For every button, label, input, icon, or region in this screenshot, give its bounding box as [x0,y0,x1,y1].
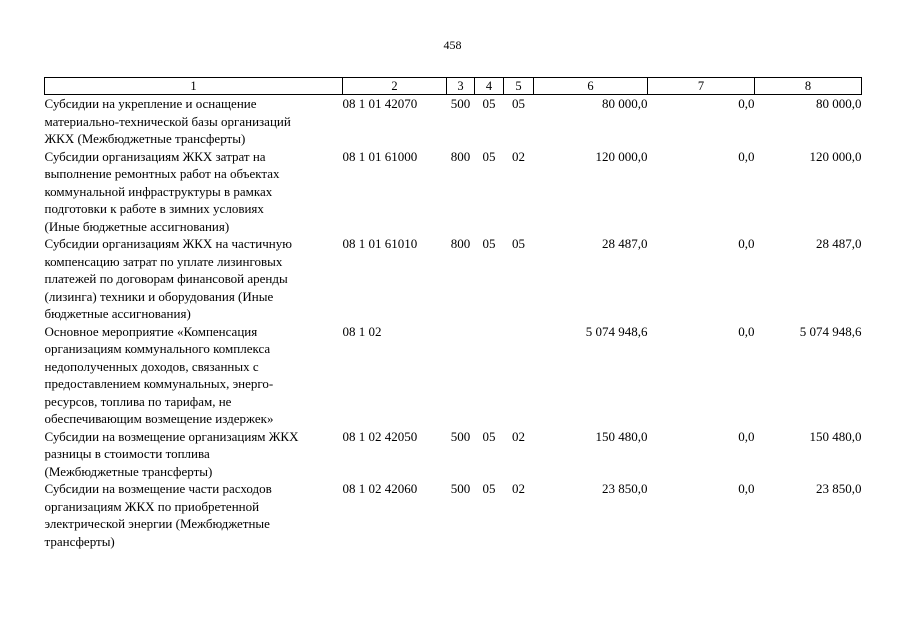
row-col-8: 5 074 948,6 [799,323,862,339]
row-name-line: материально-технической базы организаций [44,113,291,129]
row-name-line: (Иные бюджетные ассигнования) [44,218,230,234]
header-row [45,78,862,95]
row-name [45,148,343,236]
row-col-7: 0,0 [738,323,755,339]
row-name-line: коммунальной инфраструктуры в рамках [44,183,273,199]
row-col-5: 05 [512,96,525,111]
row-code: 08 1 01 42070 [342,96,418,111]
row-col-6: 23 850,0 [602,481,648,496]
header-col-2: 2 [343,78,447,95]
row-name-line: компенсацию затрат по уплате лизинговых [44,253,283,269]
row-name-line: организациям коммунального комплекса [44,341,271,356]
header-col-8: 8 [755,78,862,95]
row-col-3: 800 [450,236,471,251]
row-col-7: 0,0 [738,428,755,444]
header-col-3: 3 [447,78,475,95]
row-code: 08 1 02 42050 [342,428,418,444]
row-col-4 [475,323,504,428]
row-name-line: разницы в стоимости топлива [44,446,210,461]
table-row [45,323,862,428]
row-col-4: 05 [482,236,496,251]
row-col-5 [504,323,534,428]
row-name-line: ЖКХ (Межбюджетные трансферты) [44,131,246,146]
row-name-line: Субсидии на возмещение части расходов [44,481,272,496]
row-name-line: Субсидии организациям ЖКХ на частичную [44,236,292,251]
row-col-3 [447,323,475,428]
row-col-5: 05 [512,236,525,251]
row-col-6: 120 000,0 [595,148,648,164]
row-code: 08 1 02 42060 [342,481,418,496]
row-name-line: недополученных доходов, связанных с [44,358,259,374]
row-name-line: электрической энергии (Межбюджетные [44,516,270,531]
row-code: 08 1 01 61010 [342,236,418,251]
row-col-3: 500 [450,481,471,496]
row-col-7: 0,0 [738,96,755,111]
row-name [45,95,343,148]
row-name-line: предоставлением коммунальных, энерго- [44,376,274,391]
table-body [45,95,862,551]
row-col-8: 150 480,0 [809,428,862,444]
budget-table [44,77,862,550]
row-col-7: 0,0 [738,236,755,251]
row-code: 08 1 01 61000 [342,148,418,164]
row-name [45,480,343,550]
row-name-line: (Межбюджетные трансферты) [44,463,213,479]
row-name-line: Субсидии организациям ЖКХ затрат на [44,148,266,164]
row-col-8: 28 487,0 [816,236,862,251]
table-row [45,95,862,148]
row-name-line: обеспечивающим возмещение издержек» [44,411,274,426]
row-col-4: 05 [482,481,496,496]
row-name-line: (лизинга) техники и оборудования (Иные [44,288,274,304]
table-row [45,148,862,236]
row-col-6: 150 480,0 [595,428,648,444]
row-name-line: бюджетные ассигнования) [44,306,191,321]
row-col-6: 28 487,0 [602,236,648,251]
row-col-4: 05 [482,96,496,111]
row-col-3: 800 [450,148,471,164]
row-col-5: 02 [512,481,525,496]
row-name-line: выполнение ремонтных работ на объектах [44,166,280,181]
table-row [45,428,862,481]
row-name-line: подготовки к работе в зимних условиях [44,201,264,216]
row-col-3: 500 [450,96,471,111]
row-col-7: 0,0 [738,148,755,164]
row-name-line: организациям ЖКХ по приобретенной [44,498,260,514]
header-col-7: 7 [648,78,755,95]
row-col-5: 02 [512,148,525,164]
row-name-line: платежей по договорам финансовой аренды [44,271,288,286]
row-col-6: 80 000,0 [602,96,648,111]
row-col-3: 500 [450,428,471,444]
row-name [45,323,343,428]
header-col-4: 4 [475,78,504,95]
header-col-5: 5 [504,78,534,95]
row-name [45,235,343,323]
row-code: 08 1 02 [342,323,382,339]
row-col-6: 5 074 948,6 [585,323,648,339]
header-col-1: 1 [45,78,343,95]
row-col-8: 80 000,0 [816,96,862,111]
row-name-line: Субсидии на возмещение организациям ЖКХ [44,428,299,444]
row-name-line: Основное мероприятие «Компенсация [44,323,258,339]
row-col-5: 02 [512,428,525,444]
row-name-line: трансферты) [44,533,115,549]
row-col-4: 05 [482,428,496,444]
row-col-4: 05 [482,148,496,164]
header-col-6: 6 [534,78,648,95]
row-col-8: 120 000,0 [809,148,862,164]
row-col-8: 23 850,0 [816,481,862,496]
row-name [45,428,343,481]
table-row [45,235,862,323]
row-name-line: Субсидии на укрепление и оснащение [44,96,257,111]
table-row [45,480,862,550]
row-col-7: 0,0 [738,481,755,496]
row-name-line: ресурсов, топлива по тарифам, не [44,393,232,409]
page-number: 458 [443,38,462,52]
